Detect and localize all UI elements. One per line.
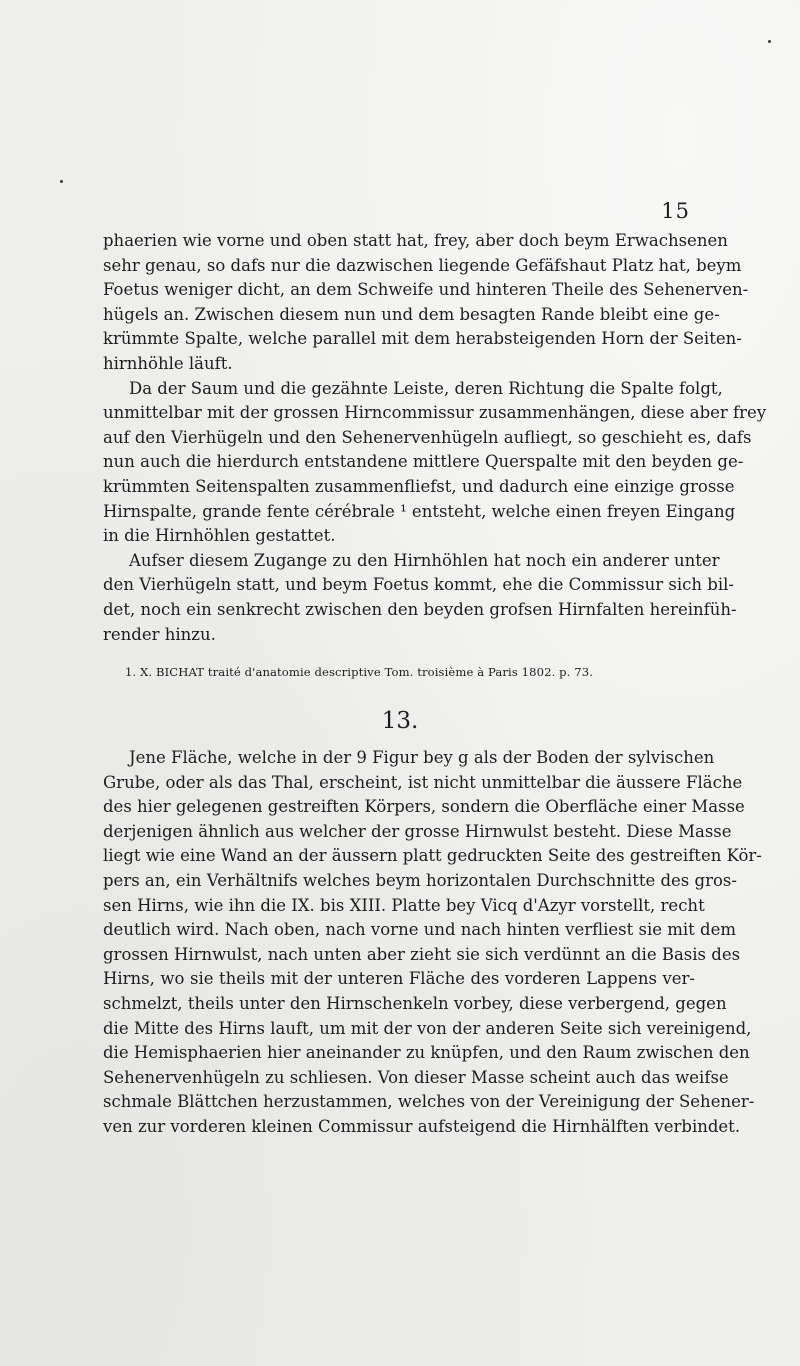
text-line: krümmte Spalte, welche parallel mit dem herabsteigenden Horn der Seiten- bbox=[103, 329, 742, 349]
text-line: Hirnspalte, grande fente cérébrale ¹ entsteht, welche einen freyen Eingang bbox=[103, 501, 736, 521]
text-line: die Hemisphaerien hier aneinander zu knüpfen, und den Raum zwischen den bbox=[103, 1043, 750, 1063]
text-line: auf den Vierhügeln und den Sehenervenhügeln aufliegt, so geschieht es, dafs bbox=[103, 427, 752, 447]
footnote: 1. X. BICHAT traité d'anatomie descriptive Tom. troisième à Paris 1802. p. 73. bbox=[125, 665, 593, 679]
text-line: nun auch die hierdurch entstandene mittlere Querspalte mit den beyden ge- bbox=[103, 452, 744, 472]
paragraph bbox=[103, 377, 767, 549]
text-line: Jene Fläche, welche in der 9 Figur bey g als der Boden der sylvischen bbox=[129, 748, 715, 767]
section-heading: 13. bbox=[381, 708, 419, 734]
text-line: Foetus weniger dicht, an dem Schweife und hinteren Theile des Sehenerven- bbox=[103, 280, 749, 300]
text-line: grossen Hirnwulst, nach unten aber zieht sie sich verdünnt an die Basis des bbox=[103, 944, 741, 964]
text-line: liegt wie eine Wand an der äussern platt gedruckten Seite des gestreiften Kör- bbox=[103, 846, 762, 866]
text-line: sen Hirns, wie ihn die IX. bis XIII. Platte bey Vicq d'Azyr vorstellt, recht bbox=[103, 895, 705, 915]
print-speck bbox=[768, 40, 771, 43]
text-line: hirnhöhle läuft. bbox=[103, 353, 233, 373]
body-text-top bbox=[103, 229, 767, 647]
text-line: unmittelbar mit der grossen Hirncommissur zusammenhängen, diese aber frey bbox=[103, 403, 767, 423]
text-line: phaerien wie vorne und oben statt hat, frey, aber doch beym Erwachsenen bbox=[103, 231, 728, 250]
paragraph bbox=[103, 746, 762, 1140]
text-line: Da der Saum und die gezähnte Leiste, deren Richtung die Spalte folgt, bbox=[129, 378, 723, 398]
text-line: sehr genau, so dafs nur die dazwischen liegende Gefäfshaut Platz hat, beym bbox=[103, 255, 742, 275]
text-line: deutlich wird. Nach oben, nach vorne und nach hinten verfliest sie mit dem bbox=[103, 920, 737, 940]
text-line: det, noch ein senkrecht zwischen den beyden grofsen Hirnfalten hereinfüh- bbox=[103, 599, 737, 619]
text-line: schmale Blättchen herzustammen, welches von der Vereinigung der Sehener- bbox=[103, 1092, 755, 1112]
text-line: Aufser diesem Zugange zu den Hirnhöhlen hat noch ein anderer unter bbox=[129, 550, 720, 570]
text-line: den Vierhügeln statt, und beym Foetus kommt, ehe die Commissur sich bil- bbox=[103, 575, 734, 595]
text-line: pers an, ein Verhältnifs welches beym horizontalen Durchschnitte des gros- bbox=[103, 870, 737, 890]
text-line: derjenigen ähnlich aus welcher der grosse Hirnwulst besteht. Diese Masse bbox=[103, 821, 732, 841]
text-line: Sehenervenhügeln zu schliesen. Von dieser Masse scheint auch das weifse bbox=[103, 1067, 729, 1087]
body-text-bottom bbox=[103, 746, 762, 1140]
text-line: schmelzt, theils unter den Hirnschenkeln vorbey, diese verbergend, gegen bbox=[103, 993, 727, 1013]
text-line: hügels an. Zwischen diesem nun und dem besagten Rande bleibt eine ge- bbox=[103, 304, 720, 324]
paragraph bbox=[103, 229, 749, 377]
text-line: render hinzu. bbox=[103, 624, 216, 644]
paragraph bbox=[103, 549, 737, 647]
text-line: Grube, oder als das Thal, erscheint, ist nicht unmittelbar die äussere Fläche bbox=[103, 772, 743, 792]
page-number: 15 bbox=[661, 199, 690, 223]
text-line: die Mitte des Hirns lauft, um mit der von der anderen Seite sich vereinigend, bbox=[103, 1018, 752, 1038]
text-line: ven zur vorderen kleinen Commissur aufsteigend die Hirnhälften verbindet. bbox=[103, 1116, 741, 1136]
text-line: des hier gelegenen gestreiften Körpers, sondern die Oberfläche einer Masse bbox=[103, 797, 745, 817]
print-speck bbox=[60, 180, 63, 183]
text-line: Hirns, wo sie theils mit der unteren Fläche des vorderen Lappens ver- bbox=[103, 969, 695, 989]
text-line: in die Hirnhöhlen gestattet. bbox=[103, 526, 336, 546]
text-line: krümmten Seitenspalten zusammenfliefst, und dadurch eine einzige grosse bbox=[103, 476, 735, 496]
